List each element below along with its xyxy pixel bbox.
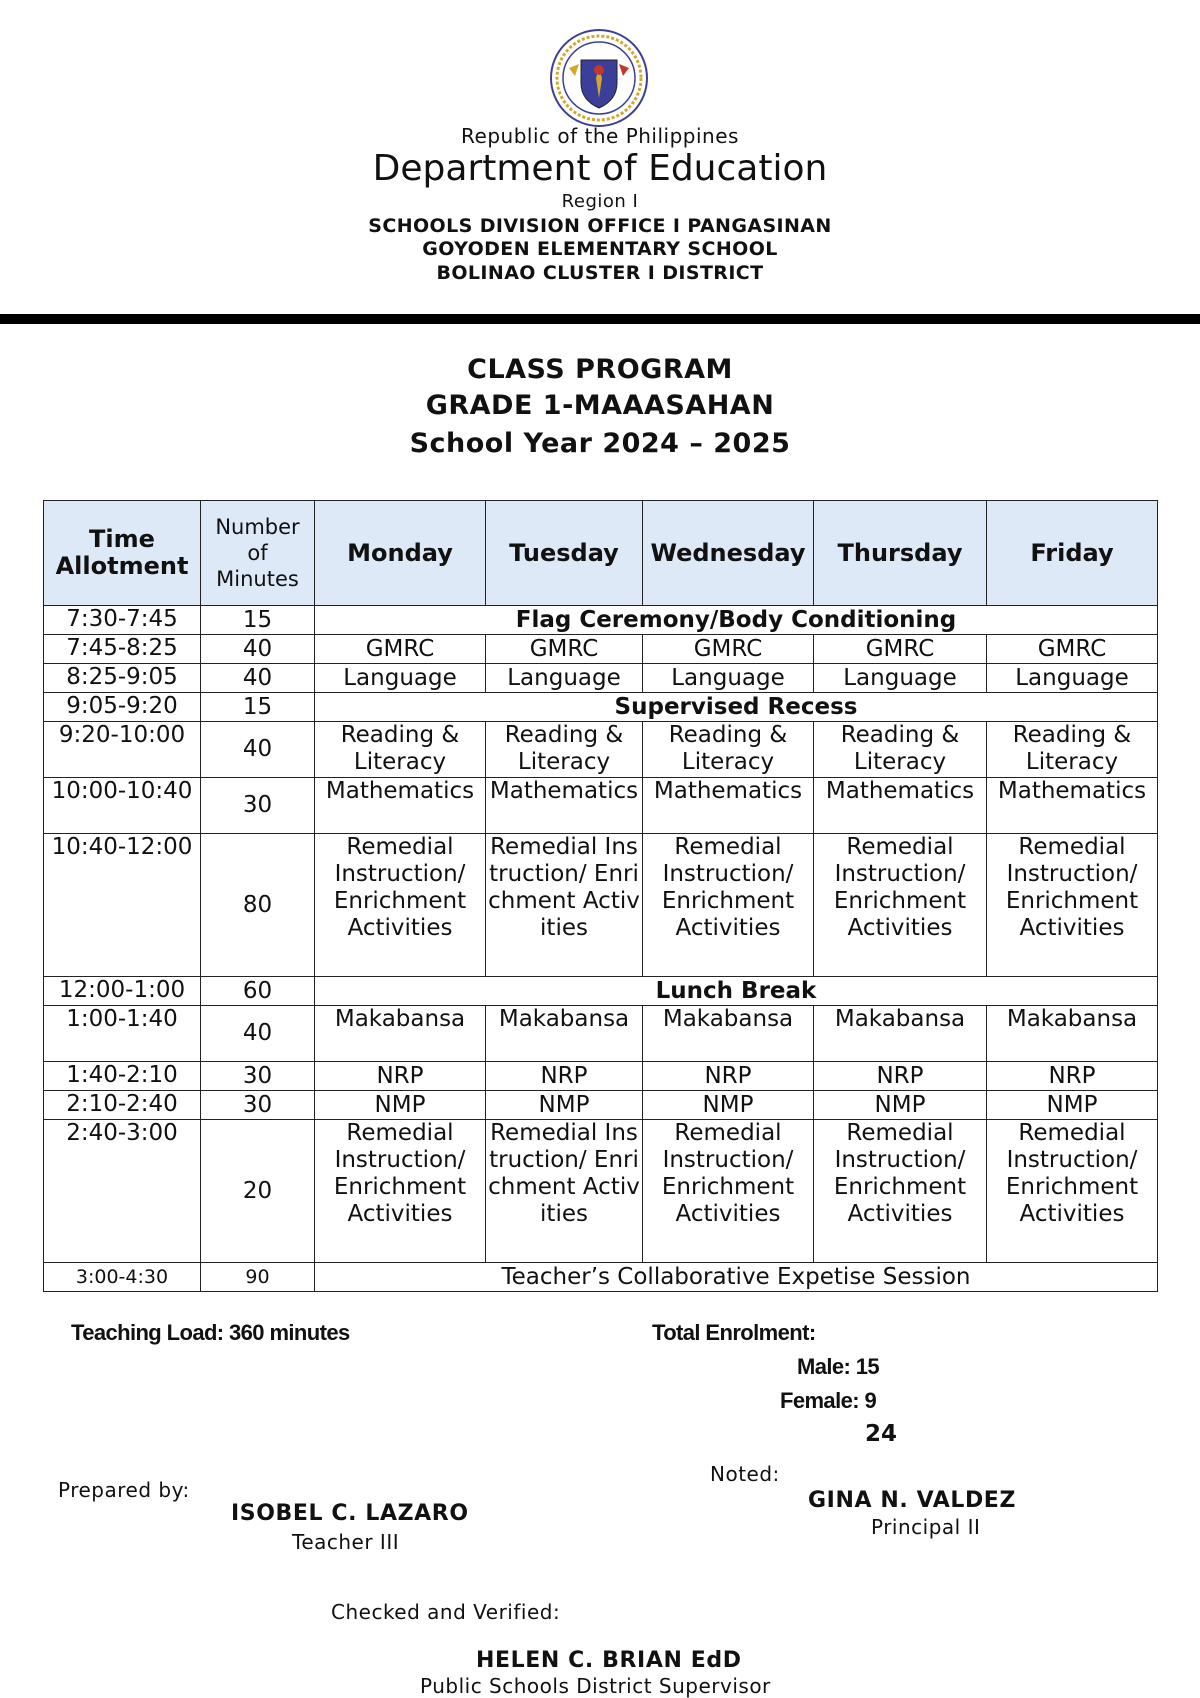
male-count: Male: 15 xyxy=(797,1354,880,1379)
subject-cell: Remedial Instruction/ Enrichment Activities xyxy=(643,1120,814,1263)
subject-cell: Remedial Instruction/ Enrichment Activities xyxy=(315,1120,486,1263)
subject-cell: Makabansa xyxy=(486,1006,643,1062)
total-enrolment-value: 24 xyxy=(865,1421,898,1447)
subject-cell: Reading & Literacy xyxy=(814,722,987,778)
merged-activity-cell: Flag Ceremony/Body Conditioning xyxy=(315,606,1158,635)
female-count: Female: 9 xyxy=(780,1388,877,1413)
prepared-by-position: Teacher III xyxy=(292,1530,400,1554)
subject-cell: NMP xyxy=(315,1091,486,1120)
subject-cell: Mathematics xyxy=(814,778,987,834)
time-cell: 1:00-1:40 xyxy=(44,1006,201,1062)
minutes-cell: 30 xyxy=(201,1062,315,1091)
noted-name: GINA N. VALDEZ xyxy=(808,1488,1016,1513)
minutes-cell: 40 xyxy=(201,635,315,664)
teaching-load: Teaching Load: 360 minutes xyxy=(71,1320,350,1345)
subject-cell: GMRC xyxy=(315,635,486,664)
table-row xyxy=(44,1091,1158,1120)
class-program-table xyxy=(43,500,1158,1292)
minutes-cell: 80 xyxy=(201,834,315,977)
header-number-of-minutes: Number of Minutes xyxy=(201,501,315,606)
subject-cell: Mathematics xyxy=(315,778,486,834)
subject-cell: NMP xyxy=(987,1091,1158,1120)
subject-cell: Remedial Instruction/ Enrichment Activities xyxy=(486,834,643,977)
header-monday: Monday xyxy=(315,501,486,606)
subject-cell: Language xyxy=(315,664,486,693)
merged-activity-cell: Teacher’s Collaborative Expetise Session xyxy=(315,1263,1158,1292)
table-row xyxy=(44,606,1158,635)
subject-cell: Reading & Literacy xyxy=(643,722,814,778)
subject-cell: Makabansa xyxy=(987,1006,1158,1062)
minutes-cell: 30 xyxy=(201,1091,315,1120)
minutes-cell: 40 xyxy=(201,722,315,778)
table-row xyxy=(44,664,1158,693)
subject-cell: Language xyxy=(486,664,643,693)
minutes-cell: 20 xyxy=(201,1120,315,1263)
header-wednesday: Wednesday xyxy=(643,501,814,606)
minutes-cell: 60 xyxy=(201,977,315,1006)
subject-cell: Language xyxy=(987,664,1158,693)
table-row xyxy=(44,834,1158,977)
subject-cell: Remedial Instruction/ Enrichment Activities xyxy=(987,1120,1158,1263)
school-year: School Year 2024 – 2025 xyxy=(409,428,791,459)
subject-cell: NRP xyxy=(486,1062,643,1091)
time-cell: 10:40-12:00 xyxy=(44,834,201,977)
region-text: Region I xyxy=(561,191,639,212)
subject-cell: Remedial Instruction/ Enrichment Activities xyxy=(643,834,814,977)
header-time-allotment: Time Allotment xyxy=(44,501,201,606)
subject-cell: NRP xyxy=(643,1062,814,1091)
subject-cell: Makabansa xyxy=(643,1006,814,1062)
minutes-cell: 15 xyxy=(201,606,315,635)
table-row xyxy=(44,1120,1158,1263)
merged-activity-cell: Supervised Recess xyxy=(315,693,1158,722)
minutes-cell: 40 xyxy=(201,664,315,693)
minutes-cell: 90 xyxy=(201,1263,315,1292)
minutes-cell: 15 xyxy=(201,693,315,722)
subject-cell: Language xyxy=(814,664,987,693)
time-cell: 7:30-7:45 xyxy=(44,606,201,635)
minutes-cell: 40 xyxy=(201,1006,315,1062)
table-row xyxy=(44,778,1158,834)
grade-section: GRADE 1-MAAASAHAN xyxy=(425,390,775,421)
checked-verified-position: Public Schools District Supervisor xyxy=(420,1674,771,1698)
header-thursday: Thursday xyxy=(814,501,987,606)
subject-cell: Remedial Instruction/ Enrichment Activities xyxy=(987,834,1158,977)
subject-cell: NRP xyxy=(315,1062,486,1091)
time-cell: 8:25-9:05 xyxy=(44,664,201,693)
merged-activity-cell: Lunch Break xyxy=(315,977,1158,1006)
time-cell: 3:00-4:30 xyxy=(44,1263,201,1292)
time-cell: 2:40-3:00 xyxy=(44,1120,201,1263)
noted-label: Noted: xyxy=(710,1462,780,1486)
table-row xyxy=(44,1263,1158,1292)
time-cell: 10:00-10:40 xyxy=(44,778,201,834)
subject-cell: Makabansa xyxy=(315,1006,486,1062)
subject-cell: Reading & Literacy xyxy=(315,722,486,778)
subject-cell: Remedial Instruction/ Enrichment Activities xyxy=(486,1120,643,1263)
header-divider xyxy=(0,314,1200,324)
time-cell: 7:45-8:25 xyxy=(44,635,201,664)
subject-cell: Remedial Instruction/ Enrichment Activities xyxy=(315,834,486,977)
table-header-row xyxy=(44,501,1158,606)
district-name: BOLINAO CLUSTER I DISTRICT xyxy=(436,262,764,284)
deped-seal-logo xyxy=(549,28,649,128)
table-row xyxy=(44,693,1158,722)
header-tuesday: Tuesday xyxy=(486,501,643,606)
subject-cell: Mathematics xyxy=(987,778,1158,834)
time-cell: 1:40-2:10 xyxy=(44,1062,201,1091)
table-row xyxy=(44,1062,1158,1091)
noted-position: Principal II xyxy=(871,1515,981,1539)
program-title: CLASS PROGRAM xyxy=(467,354,733,385)
subject-cell: Language xyxy=(643,664,814,693)
division-text: SCHOOLS DIVISION OFFICE I PANGASINAN xyxy=(368,215,832,237)
minutes-cell: 30 xyxy=(201,778,315,834)
subject-cell: Remedial Instruction/ Enrichment Activities xyxy=(814,834,987,977)
republic-text: Republic of the Philippines xyxy=(461,124,739,148)
checked-verified-name: HELEN C. BRIAN EdD xyxy=(476,1648,742,1673)
subject-cell: NMP xyxy=(643,1091,814,1120)
prepared-by-label: Prepared by: xyxy=(58,1478,190,1502)
subject-cell: NMP xyxy=(814,1091,987,1120)
subject-cell: Makabansa xyxy=(814,1006,987,1062)
subject-cell: GMRC xyxy=(486,635,643,664)
prepared-by-name: ISOBEL C. LAZARO xyxy=(231,1501,469,1526)
time-cell: 2:10-2:40 xyxy=(44,1091,201,1120)
subject-cell: GMRC xyxy=(987,635,1158,664)
subject-cell: Remedial Instruction/ Enrichment Activities xyxy=(814,1120,987,1263)
header-friday: Friday xyxy=(987,501,1158,606)
time-cell: 9:05-9:20 xyxy=(44,693,201,722)
time-cell: 9:20-10:00 xyxy=(44,722,201,778)
department-name: Department of Education xyxy=(372,148,828,189)
table-row xyxy=(44,977,1158,1006)
subject-cell: NRP xyxy=(987,1062,1158,1091)
subject-cell: NRP xyxy=(814,1062,987,1091)
checked-verified-label: Checked and Verified: xyxy=(331,1600,561,1624)
table-row xyxy=(44,1006,1158,1062)
subject-cell: NMP xyxy=(486,1091,643,1120)
table-row xyxy=(44,722,1158,778)
table-row xyxy=(44,635,1158,664)
subject-cell: Mathematics xyxy=(643,778,814,834)
total-enrolment-label: Total Enrolment: xyxy=(652,1320,816,1345)
subject-cell: GMRC xyxy=(643,635,814,664)
school-name: GOYODEN ELEMENTARY SCHOOL xyxy=(422,238,778,260)
subject-cell: Mathematics xyxy=(486,778,643,834)
subject-cell: Reading & Literacy xyxy=(486,722,643,778)
subject-cell: GMRC xyxy=(814,635,987,664)
subject-cell: Reading & Literacy xyxy=(987,722,1158,778)
time-cell: 12:00-1:00 xyxy=(44,977,201,1006)
